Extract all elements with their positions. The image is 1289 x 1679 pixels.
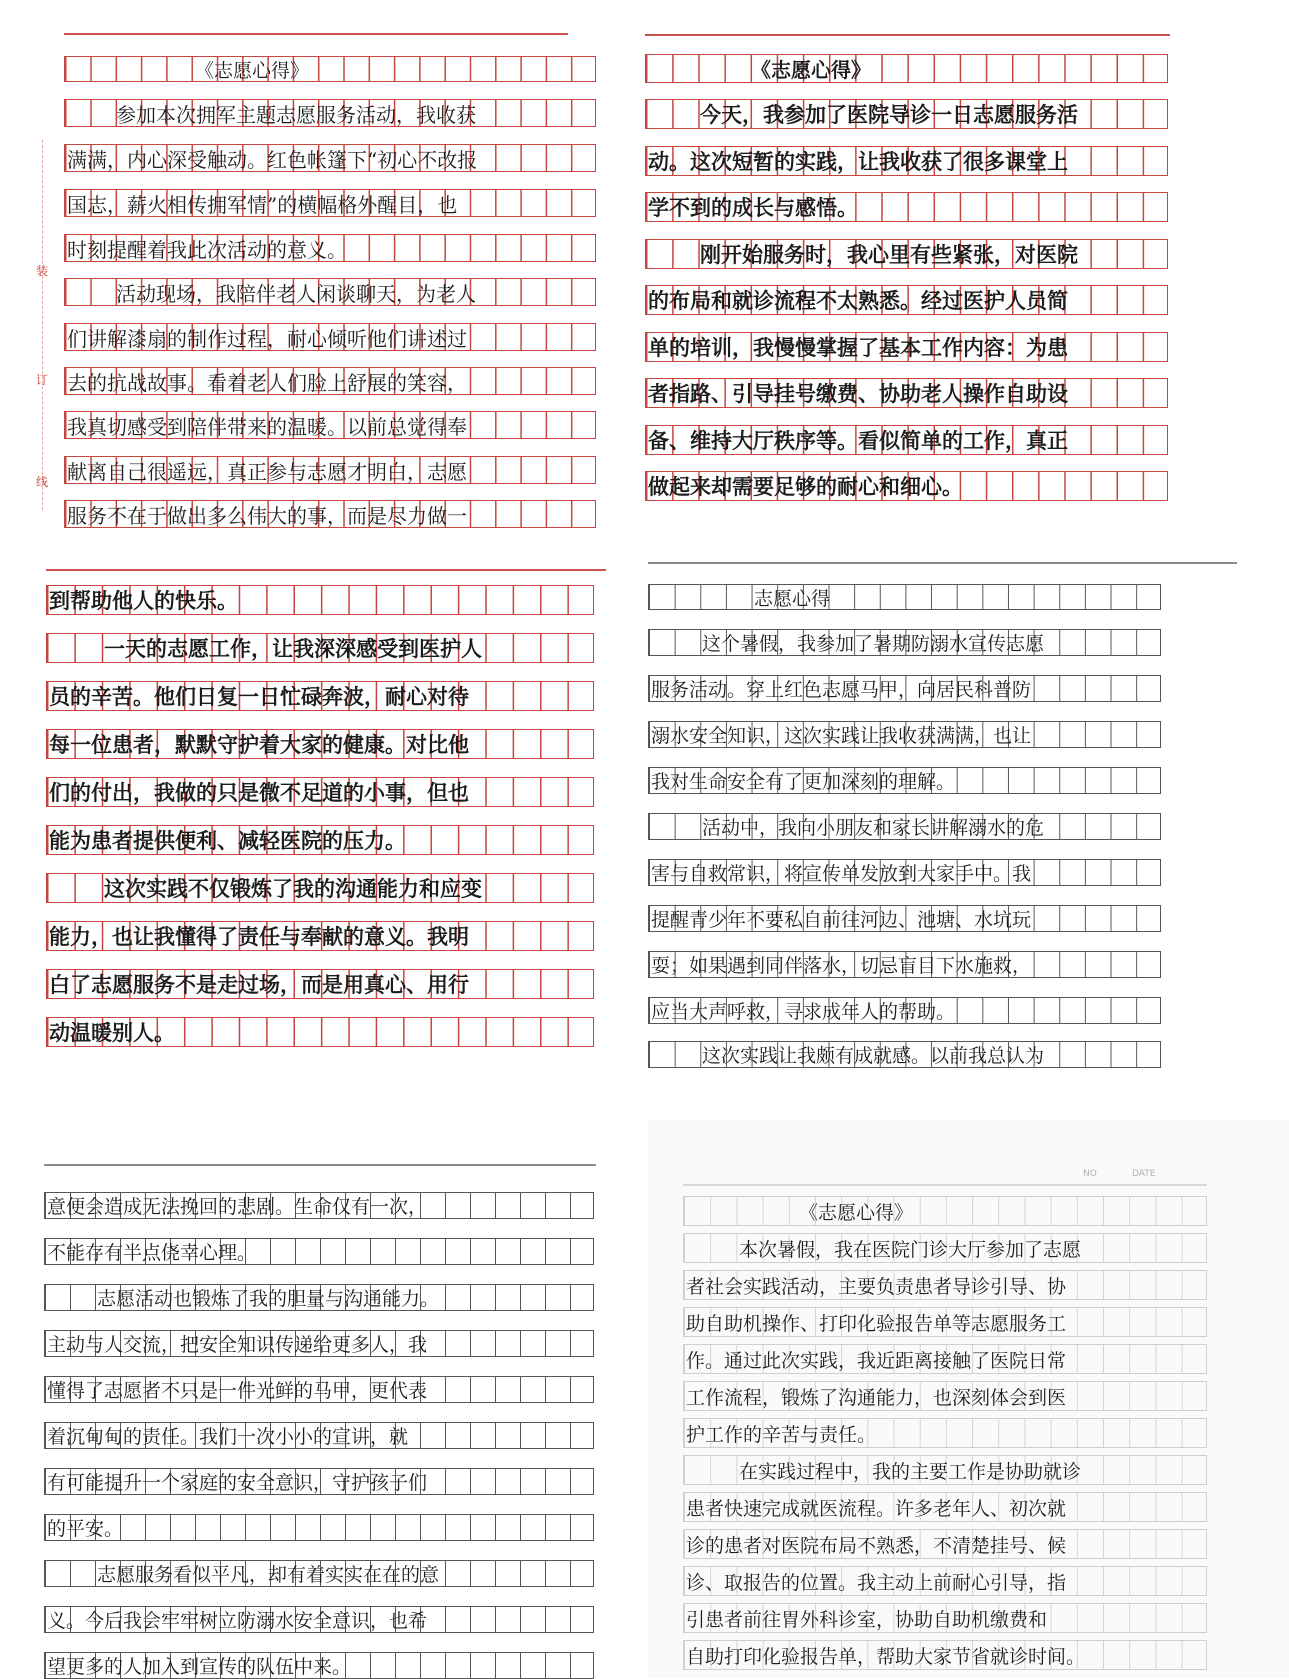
grid-line: 害与自救常识，将宣传单发放到大家手中。我	[648, 859, 1161, 886]
note-date-label: DATE	[1132, 1169, 1156, 1179]
grid-line: 服务不在于做出多么伟大的事，而是尽力做一	[64, 500, 596, 528]
grid-line: 不能存有半点侥幸心理。	[44, 1238, 594, 1265]
page-rule	[46, 569, 606, 571]
page-rule	[683, 1184, 1207, 1186]
grid-line: 意便会造成无法挽回的悲剧。生命仅有一次，	[44, 1192, 594, 1219]
grid-line: 自助打印化验报告单，帮助大家节省就诊时间。	[683, 1640, 1207, 1670]
grid-line: 志愿服务看似平凡，却有着实实在在的意	[44, 1560, 594, 1587]
grid-line: 动。这次短暂的实践，让我收获了很多课堂上	[645, 146, 1168, 176]
grid-line: 服务活动。穿上红色志愿马甲，向居民科普防	[648, 675, 1161, 702]
essay-page-d	[640, 555, 1240, 1067]
grid-line: 参加本次拥军主题志愿服务活动，我收获	[64, 99, 596, 127]
grid-line: 应当大声呼救，寻求成年人的帮助。	[648, 997, 1161, 1024]
grid-line: 备、维持大厅秩序等。看似简单的工作，真正	[645, 425, 1168, 455]
grid-line	[683, 1196, 1207, 1226]
binding-mark-xian: 线	[36, 475, 49, 489]
grid-line: 这个暑假，我参加了暑期防溺水宣传志愿	[648, 629, 1161, 656]
grid-line: 提醒青少年不要私自前往河边、池塘、水坑玩	[648, 905, 1161, 932]
grid-line: 能为患者提供便利、减轻医院的压力。	[46, 825, 594, 855]
essay-title: 志愿心得	[754, 587, 831, 610]
grid-line: 这次实践不仅锻炼了我的沟通能力和应变	[46, 873, 594, 903]
grid-line: 我对生命安全有了更加深刻的理解。	[648, 767, 1161, 794]
grid-line: 学不到的成长与感悟。	[645, 192, 1168, 222]
grid-line: 满满，内心深受触动。红色帐篷下“初心不改报	[64, 144, 596, 172]
grid-line	[64, 56, 596, 82]
essay-page-b	[640, 18, 1180, 508]
grid-line	[645, 54, 1168, 83]
essay-page-e	[36, 1140, 606, 1678]
grid-line: 每一位患者，默默守护着大家的健康。对比他	[46, 729, 594, 759]
grid-line: 耍；如果遇到同伴落水，切忌盲目下水施救，	[648, 951, 1161, 978]
page-rule	[645, 34, 1170, 36]
note-no-label: NO	[1083, 1169, 1097, 1179]
grid-line: 护工作的辛苦与责任。	[683, 1418, 1207, 1448]
grid-line: 这次实践让我颇有成就感。以前我总认为	[648, 1041, 1161, 1068]
grid-line: 我真切感受到陪伴带来的温暖。以前总觉得奉	[64, 411, 596, 439]
grid-line: 献离自己很遥远，真正参与志愿才明白，志愿	[64, 456, 596, 484]
grid-line: 着沉甸甸的责任。我们一次小小的宣讲，就	[44, 1422, 594, 1449]
grid-line: 引患者前往胃外科诊室，协助自助机缴费和	[683, 1603, 1207, 1633]
page-rule	[44, 1164, 596, 1166]
grid-line: 志愿活动也锻炼了我的胆量与沟通能力。	[44, 1284, 594, 1311]
grid-line: 们的付出，我做的只是微不足道的小事，但也	[46, 777, 594, 807]
grid-line: 能力，也让我懂得了责任与奉献的意义。我明	[46, 921, 594, 951]
essay-title: 《志愿心得》	[799, 1201, 914, 1224]
grid-line: 刚开始服务时，我心里有些紧张，对医院	[645, 239, 1168, 269]
grid-line: 懂得了志愿者不只是一件光鲜的马甲，更代表	[44, 1376, 594, 1403]
essay-page-f	[648, 1120, 1289, 1678]
grid-line: 者社会实践活动，主要负责患者导诊引导、协	[683, 1270, 1207, 1300]
grid-line: 义。今后我会牢牢树立防溺水安全意识，也希	[44, 1606, 594, 1633]
grid-line: 去的抗战故事。看着老人们脸上舒展的笑容，	[64, 367, 596, 395]
grid-line: 白了志愿服务不是走过场，而是用真心、用行	[46, 969, 594, 999]
essay-title: 《志愿心得》	[751, 58, 871, 82]
grid-line: 助自助机操作、打印化验报告单等志愿服务工	[683, 1307, 1207, 1337]
grid-line: 时刻提醒着我此次活动的意义。	[64, 234, 596, 262]
grid-line: 单的培训，我慢慢掌握了基本工作内容：为患	[645, 332, 1168, 362]
grid-line: 动温暖别人。	[46, 1017, 594, 1047]
page-rule	[64, 33, 568, 35]
grid-line: 活动现场，我陪伴老人闲谈聊天，为老人	[64, 278, 596, 306]
essay-title: 《志愿心得》	[195, 59, 310, 82]
grid-line: 作。通过此次实践，我近距离接触了医院日常	[683, 1344, 1207, 1374]
binding-mark-ding: 订	[36, 373, 49, 387]
grid-line: 们讲解漆扇的制作过程，耐心倾听他们讲述过	[64, 323, 596, 351]
essay-page-a	[36, 18, 596, 528]
grid-line: 诊、取报告的位置。我主动上前耐心引导，指	[683, 1566, 1207, 1596]
grid-line: 的布局和就诊流程不太熟悉。经过医护人员简	[645, 285, 1168, 315]
grid-line: 国志，薪火相传拥军情”的横幅格外醒目，也	[64, 189, 596, 217]
grid-line: 者指路、引导挂号缴费、协助老人操作自助设	[645, 378, 1168, 408]
grid-line: 今天，我参加了医院导诊一日志愿服务活	[645, 99, 1168, 129]
grid-line: 员的辛苦。他们日复一日忙碌奔波，耐心对待	[46, 681, 594, 711]
binding-mark-zhuang: 装	[36, 264, 49, 278]
grid-line: 活动中，我向小朋友和家长讲解溺水的危	[648, 813, 1161, 840]
grid-line: 一天的志愿工作，让我深深感受到医护人	[46, 633, 594, 663]
grid-line: 的平安。	[44, 1514, 594, 1541]
binding-margin-line	[42, 140, 43, 510]
grid-line: 患者快速完成就医流程。许多老年人、初次就	[683, 1492, 1207, 1522]
grid-line: 本次暑假，我在医院门诊大厅参加了志愿	[683, 1233, 1207, 1263]
grid-line: 主动与人交流，把安全知识传递给更多人，我	[44, 1330, 594, 1357]
grid-line: 望更多的人加入到宣传的队伍中来。	[44, 1652, 594, 1679]
grid-line: 到帮助他人的快乐。	[46, 585, 594, 615]
page-rule	[648, 562, 1237, 564]
grid-line: 有可能提升一个家庭的安全意识，守护孩子们	[44, 1468, 594, 1495]
grid-line: 工作流程，锻炼了沟通能力，也深刻体会到医	[683, 1381, 1207, 1411]
grid-line: 在实践过程中，我的主要工作是协助就诊	[683, 1455, 1207, 1485]
grid-line: 做起来却需要足够的耐心和细心。	[645, 471, 1168, 501]
grid-line: 诊的患者对医院布局不熟悉，不清楚挂号、候	[683, 1529, 1207, 1559]
grid-line: 溺水安全知识，这次实践让我收获满满，也让	[648, 721, 1161, 748]
essay-page-c	[36, 555, 606, 1050]
grid-line	[648, 584, 1161, 610]
